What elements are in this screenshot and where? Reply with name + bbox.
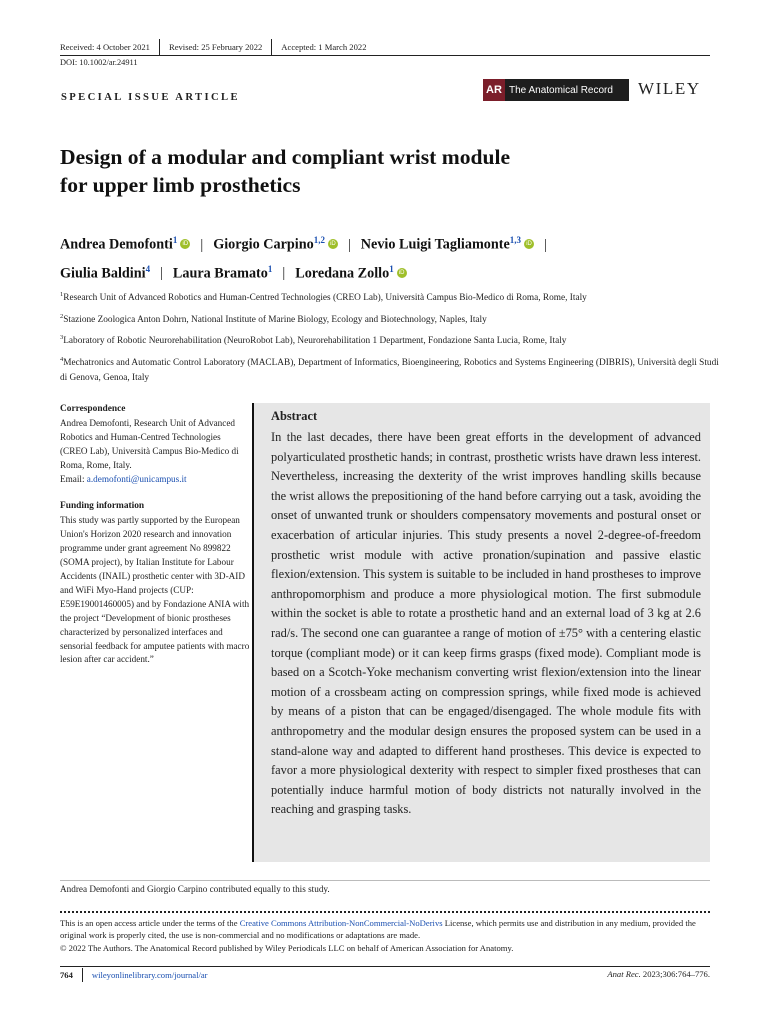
page-footer <box>60 969 710 983</box>
orcid-icon[interactable]: iD <box>328 239 338 249</box>
divider <box>271 39 272 55</box>
affiliations <box>60 287 720 389</box>
journal-logo[interactable] <box>483 79 629 101</box>
affiliation-item: $^3$Laboratory of Robotic Neurorehabilitation (NeuroRobot Lab), Neurorehabilitation 1 Department, Fondazione Santa Lucia, Rome, Italy <box>60 334 567 347</box>
contribution-note: Andrea Demofonti and Giorgio Carpino contributed equally to this study. <box>60 884 330 894</box>
author-name[interactable]: Loredana Zollo <box>295 265 390 282</box>
author-separator: | <box>544 236 547 253</box>
author-separator: | <box>347 236 351 253</box>
license-divider <box>60 911 710 913</box>
email-link[interactable]: a.demofonti@unicampus.it <box>86 473 187 484</box>
article-title <box>60 143 700 199</box>
orcid-icon[interactable]: iD <box>397 268 407 278</box>
funding-heading: Funding information <box>60 501 145 512</box>
license-text: This is an open access article under the terms of the Creative Commons Attribution-NonCommercial-NoDerivs License, which permits use and distribution in any medium, provided the original work is properly cited, the use is non-commercial and no modifications or adaptations are made. © 2022 The Authors. The Anatomical Record published by Wiley Periodicals LLC on behalf of American Association for Anatomy. <box>60 918 696 953</box>
copyright: © 2022 The Authors. The Anatomical Record published by Wiley Periodicals LLC on behalf of American Association for Anatomy. <box>60 942 514 953</box>
author-affiliation: 1,2 <box>313 235 325 245</box>
affiliation-item: $^4$Mechatronics and Automatic Control Laboratory (MACLAB), Department of Informatics, Bioengineering, Robotics and Systems Engineering (DIBRIS), Università degli Studi di Genova, Genoa, Italy <box>60 356 719 384</box>
author-name[interactable]: Giorgio Carpino <box>213 236 314 253</box>
author-separator: | <box>160 265 163 282</box>
author-affiliation: 4 <box>145 263 151 274</box>
abstract-text: In the last decades, there have been great efforts in the development of advanced polyarticulated prosthetic hands; in contrast, prosthetic wrists have drawn less interest. Nevertheless, increasing the dexterity of the wrist improves handling skills because the wrist allows the prepositioning of the hand before carrying out a task, avoiding the onset of unwanted trunk or shoulders compensatory movements and postural onset or exacerbation of articular injuries. This study presents a novel 2-degree-of-freedom prosthetic wrist module with active pronation/supination and passive elastic flexion/extension. This system is suitable to be included in hand prostheses to improve anthropomorphism and produce a more physiological motion. The first submodule within the socket is able to rotate a prosthetic hand and an external load of 3 kg at 2.6 rad/s. The second one can guarantee a range of motion of ±75° with a centering elastic torque (compliant mode) or it can keep firms grasps (fixed mode). Compliant mode is based on a Scotch-Yoke mechanism converting wrist flexion/extension into the linear motion of a crossbeam acting on compression springs, while fixed mode is achieved by means of a piston that can be engaged/disengaged. The whole module fits with anthropometry and the modular design ensures the proposed system can be used in a stand-alone way and adapted to different hand prostheses. This device is expected to favor a more physiological dexterity with respect to simpler fixed prostheses that can potentially induce harmful motion of body districts not naturally involved in the reaching and grasping tasks. <box>271 430 701 817</box>
abstract-rule <box>252 403 254 862</box>
accepted-date: Accepted: 1 March 2022 <box>281 41 367 52</box>
author-affiliation: 1,3 <box>509 235 522 245</box>
abstract-heading: Abstract <box>271 409 318 423</box>
footer-rule <box>60 966 710 967</box>
citation: Anat Rec. 2023;306:764–776. <box>607 969 710 979</box>
revised-date: Revised: 25 February 2022 <box>168 41 263 52</box>
author-separator: | <box>200 236 204 253</box>
title-line-2: for upper limb prosthetics <box>60 173 301 197</box>
doi[interactable]: DOI: 10.1002/ar.24911 <box>60 58 138 67</box>
author-name[interactable]: Giulia Baldini <box>60 265 146 282</box>
author-line-2 <box>60 257 720 286</box>
author-affiliation: 1 <box>267 263 273 274</box>
author-affiliation: 1 <box>172 235 178 245</box>
correspondence-text: Andrea Demofonti, Research Unit of Advanced Robotics and Human-Centred Technologies (CREO Lab), Università Campus Bio-Medico di Roma, Rome, Italy. <box>60 417 239 470</box>
correspondence-heading: Correspondence <box>60 404 126 414</box>
title-line-1: Design of a modular and compliant wrist module <box>60 145 511 169</box>
funding-text: This study was partly supported by the European Union's Horizon 2020 research and innovation programme under grant agreement No 899822 (SOMA project), by Italian Institute for Labour Accidents (INAIL) prosthetic center with 3D-AID and WiFi Myo-Hand projects (CUP: E59E19001460005) and by Fondazione ANIA with the project “Development of bionic prostheses characterized by personalized interfaces and sensorial feedback for amputee patients with macro lesion after car accident.” <box>60 515 250 665</box>
author-name[interactable]: Andrea Demofonti <box>60 236 173 253</box>
received-date: Received: 4 October 2021 <box>60 41 150 52</box>
author-name[interactable]: Laura Bramato <box>172 265 268 282</box>
divider <box>82 968 83 982</box>
page-number: 764 <box>60 969 73 980</box>
affiliation-item: $^2$Stazione Zoologica Anton Dohrn, National Institute of Marine Biology, Ecology and Biotechnology, Naples, Italy <box>60 312 487 325</box>
section-label: SPECIAL ISSUE ARTICLE <box>61 92 240 103</box>
sidebar-info <box>60 403 250 667</box>
author-affiliation: 1 <box>389 263 394 274</box>
header-rule <box>60 55 710 56</box>
footnote-rule <box>60 880 710 881</box>
article-history <box>60 40 367 56</box>
correspondence-email: Email: a.demofonti@unicampus.it <box>60 473 187 484</box>
author-line-1 <box>60 228 720 257</box>
publisher-logo[interactable]: WILEY <box>638 79 701 98</box>
ar-logo-icon: AR <box>483 79 505 101</box>
journal-name: The Anatomical Record <box>509 84 613 96</box>
author-list <box>60 228 720 285</box>
orcid-icon[interactable]: iD <box>180 239 190 249</box>
author-separator: | <box>282 265 286 282</box>
divider <box>159 39 160 55</box>
license-link[interactable]: Creative Commons Attribution-NonCommercial-NoDerivs <box>239 918 443 928</box>
affiliation-item: $^1$Research Unit of Advanced Robotics and Human-Centred Technologies (CREO Lab), Università Campus Bio-Medico di Roma, Rome, Italy <box>60 291 587 304</box>
journal-url[interactable]: wileyonlinelibrary.com/journal/ar <box>91 969 208 980</box>
author-name[interactable]: Nevio Luigi Tagliamonte <box>360 236 510 253</box>
orcid-icon[interactable]: iD <box>524 239 534 249</box>
